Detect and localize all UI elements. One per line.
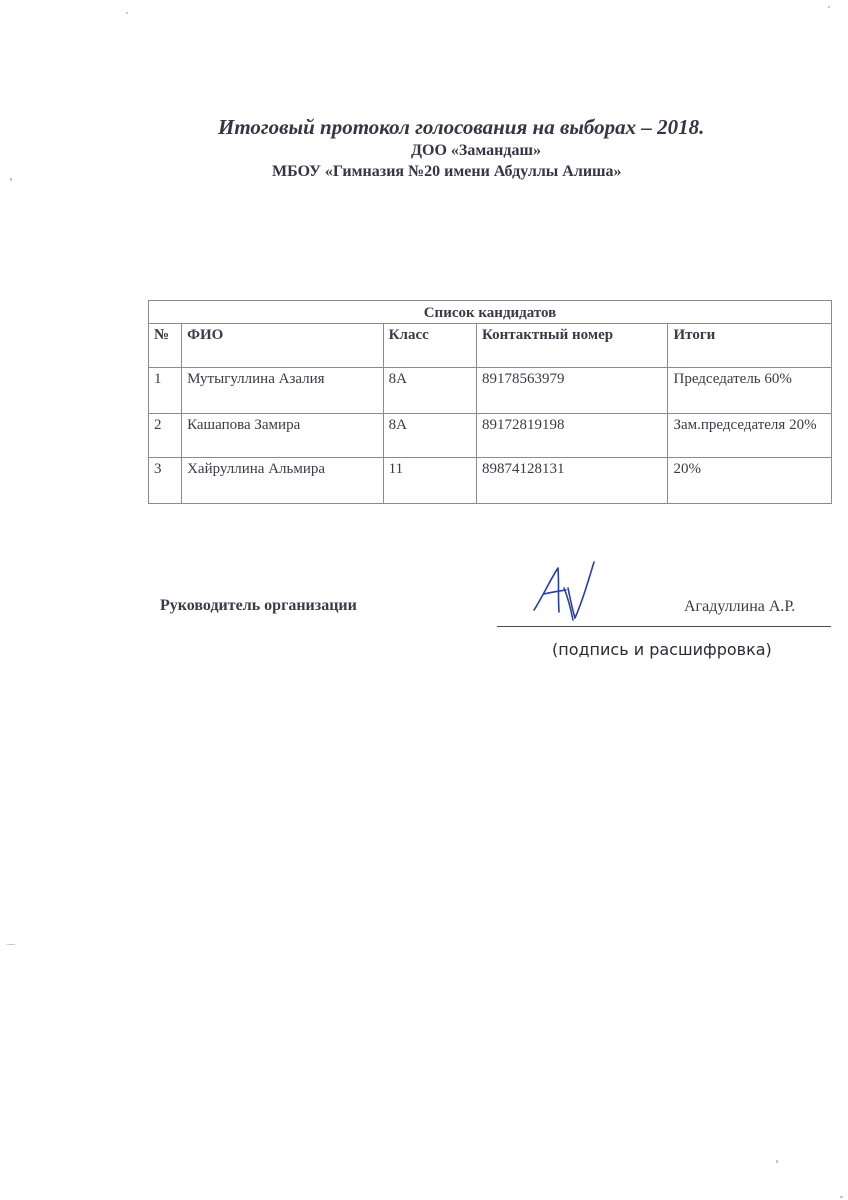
document-title: Итоговый протокол голосования на выборах – 2018.	[218, 115, 705, 139]
cell-phone: 89172819198	[476, 414, 668, 458]
cell-class: 11	[383, 458, 476, 504]
scan-speck	[10, 178, 12, 181]
cell-name: Мутыгуллина Азалия	[182, 368, 384, 414]
scan-speck	[6, 944, 16, 945]
school-name: МБОУ «Гимназия №20 имени Абдуллы Алиша»	[272, 163, 622, 180]
organization-name: ДОО «Замандаш»	[411, 142, 541, 159]
column-header-class: Класс	[383, 324, 476, 368]
table-caption-row	[149, 301, 832, 324]
scan-speck	[828, 6, 830, 8]
scan-speck	[776, 1160, 778, 1163]
table-row	[149, 458, 832, 504]
signatory-role: Руководитель организации	[160, 597, 357, 614]
signatory-name: Агадуллина А.Р.	[684, 598, 796, 615]
table-caption: Список кандидатов	[149, 301, 832, 324]
handwritten-signature-icon	[528, 558, 600, 628]
cell-number: 2	[149, 414, 182, 458]
table-row	[149, 368, 832, 414]
cell-class: 8А	[383, 368, 476, 414]
column-header-result: Итоги	[668, 324, 832, 368]
signature-caption: (подпись и расшифровка)	[552, 640, 772, 659]
cell-result: Председатель 60%	[668, 368, 832, 414]
cell-result: 20%	[668, 458, 832, 504]
cell-number: 1	[149, 368, 182, 414]
scan-speck	[840, 1196, 843, 1198]
cell-name: Кашапова Замира	[182, 414, 384, 458]
signature-line	[497, 626, 831, 627]
cell-name: Хайруллина Альмира	[182, 458, 384, 504]
candidates-table	[148, 300, 832, 504]
scan-speck	[126, 12, 128, 14]
cell-phone: 89874128131	[476, 458, 668, 504]
cell-phone: 89178563979	[476, 368, 668, 414]
column-header-name: ФИО	[182, 324, 384, 368]
cell-number: 3	[149, 458, 182, 504]
table-header-row	[149, 324, 832, 368]
cell-class: 8А	[383, 414, 476, 458]
cell-result: Зам.председателя 20%	[668, 414, 832, 458]
table-row	[149, 414, 832, 458]
column-header-number: №	[149, 324, 182, 368]
column-header-phone: Контактный номер	[476, 324, 668, 368]
